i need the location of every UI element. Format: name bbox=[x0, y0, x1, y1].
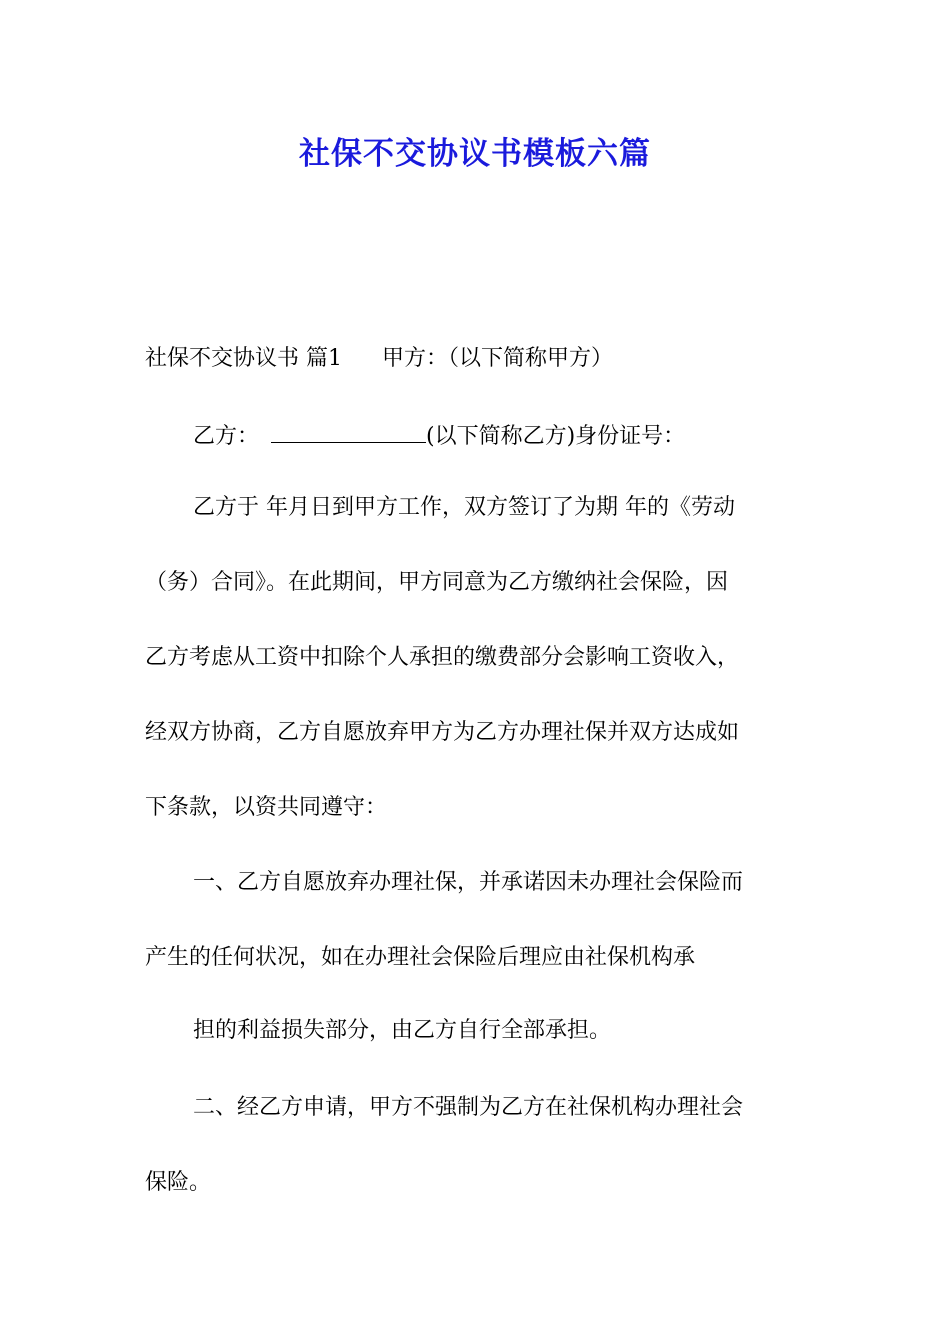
document-title: 社保不交协议书模板六篇 bbox=[299, 136, 651, 172]
paragraph-line: 乙方考虑从工资中扣除个人承担的缴费部分会影响工资收入， bbox=[145, 645, 740, 670]
paragraph-line: 乙方于 年月日到甲方工作，双方签订了为期 年的《劳动 bbox=[193, 495, 735, 520]
party-b-rest: (以下简称乙方)身份证号： bbox=[426, 424, 686, 449]
party-a-line: 甲方：（以下简称甲方） bbox=[382, 346, 614, 371]
paragraph-line: 二、经乙方申请，甲方不强制为乙方在社保机构办理社会 bbox=[193, 1095, 744, 1120]
paragraph-line: （务）合同》。在此期间，甲方同意为乙方缴纳社会保险，因 bbox=[145, 570, 729, 595]
party-b-label: 乙方： bbox=[193, 424, 260, 449]
heading-line bbox=[145, 344, 810, 374]
section-heading: 社保不交协议书 篇1 bbox=[145, 346, 342, 371]
party-b-blank bbox=[271, 420, 426, 443]
paragraph-line: 一、乙方自愿放弃办理社保，并承诺因未办理社会保险而 bbox=[193, 870, 744, 895]
party-b-line bbox=[193, 420, 810, 452]
paragraph-line: 担的利益损失部分，由乙方自行全部承担。 bbox=[193, 1018, 612, 1043]
paragraph-line: 经双方协商，乙方自愿放弃甲方为乙方办理社保并双方达成如 bbox=[145, 720, 740, 745]
paragraph-line: 下条款，以资共同遵守： bbox=[145, 795, 388, 820]
paragraph-line: 产生的任何状况，如在办理社会保险后理应由社保机构承 bbox=[145, 945, 696, 970]
paragraph-line: 保险。 bbox=[145, 1170, 212, 1195]
